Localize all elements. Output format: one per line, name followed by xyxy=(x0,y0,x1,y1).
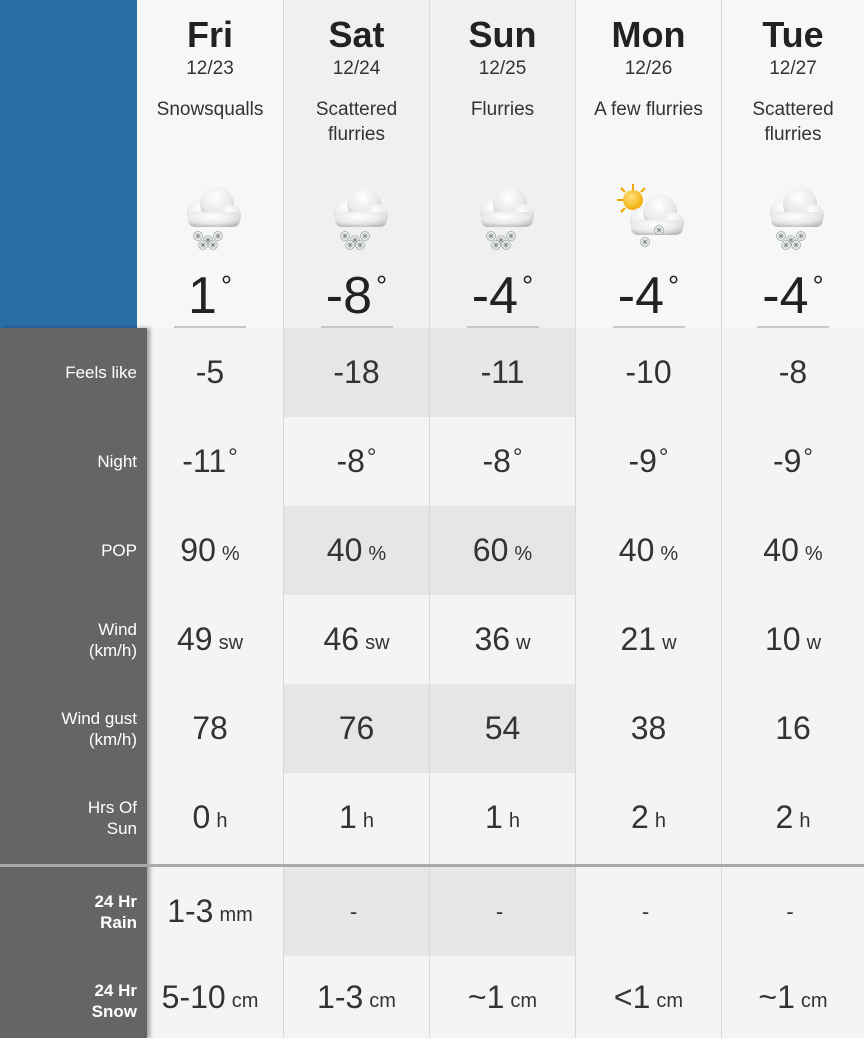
day-date: 12/24 xyxy=(332,58,381,79)
night-temp-value: -8 ° xyxy=(284,417,429,506)
label-24hr-snow: 24 Hr Snow xyxy=(91,980,137,1021)
day-column-sat xyxy=(283,0,429,1038)
snow-24hr-value: 1-3 cm xyxy=(284,956,429,1038)
day-column-sun xyxy=(429,0,575,1038)
snow-cloud-icon xyxy=(172,178,248,254)
pop-value: 40 % xyxy=(576,506,721,595)
feels-like-value: -5 xyxy=(137,328,283,417)
high-temperature: -4 ° xyxy=(471,267,534,325)
day-name: Tue xyxy=(762,14,824,55)
high-temperature: -8 ° xyxy=(325,267,388,325)
wind-gust-value: 78 xyxy=(137,684,283,773)
brand-color-block xyxy=(0,0,137,328)
hours-of-sun-value: 2 h xyxy=(576,773,721,862)
hours-of-sun-value: 2 h xyxy=(722,773,864,862)
label-pop: POP xyxy=(101,541,137,560)
wind-gust-value: 16 xyxy=(722,684,864,773)
snow-cloud-icon xyxy=(319,178,395,254)
pop-value: 60 % xyxy=(430,506,575,595)
condition-text: A few flurries xyxy=(594,99,703,120)
rain-24hr-value: - xyxy=(284,867,429,956)
condition-text: Flurries xyxy=(470,99,535,120)
night-temp-value: -9 ° xyxy=(722,417,864,506)
snow-24hr-value: ~1 cm xyxy=(722,956,864,1038)
label-hours-of-sun: Hrs Of Sun xyxy=(87,797,137,838)
day-header xyxy=(430,0,575,328)
hours-of-sun-value: 1 h xyxy=(430,773,575,862)
rain-24hr-value: - xyxy=(430,867,575,956)
feels-like-value: -11 xyxy=(430,328,575,417)
feels-like-value: -8 xyxy=(722,328,864,417)
pop-value: 90 % xyxy=(137,506,283,595)
snow-24hr-value: ~1 cm xyxy=(430,956,575,1038)
wind-gust-value: 38 xyxy=(576,684,721,773)
day-header xyxy=(137,0,283,328)
day-name: Fri xyxy=(186,14,233,55)
day-header xyxy=(284,0,429,328)
label-night: Night xyxy=(97,452,137,471)
snow-cloud-icon xyxy=(465,178,541,254)
section-divider xyxy=(0,864,864,867)
rain-24hr-value: 1-3 mm xyxy=(137,867,283,956)
day-date: 12/23 xyxy=(186,58,234,79)
sun-cloud-snow-icon xyxy=(611,178,687,254)
snow-24hr-value: 5-10 cm xyxy=(137,956,283,1038)
wind-value: 49 sw xyxy=(137,595,283,684)
condition-text: Scattered flurries xyxy=(752,99,834,145)
day-column-mon xyxy=(575,0,721,1038)
night-temp-value: -8 ° xyxy=(430,417,575,506)
day-date: 12/27 xyxy=(769,58,817,79)
day-name: Sun xyxy=(468,14,537,55)
pop-value: 40 % xyxy=(284,506,429,595)
day-date: 12/25 xyxy=(478,58,527,79)
label-feels-like: Feels like xyxy=(65,363,137,382)
wind-value: 36 w xyxy=(430,595,575,684)
condition-text: Scattered flurries xyxy=(315,99,398,145)
high-temperature: -4 ° xyxy=(617,267,680,325)
day-column-fri xyxy=(137,0,283,1038)
snow-24hr-value: <1 cm xyxy=(576,956,721,1038)
day-header xyxy=(576,0,721,328)
day-date: 12/26 xyxy=(624,58,673,79)
feels-like-value: -10 xyxy=(576,328,721,417)
wind-gust-value: 54 xyxy=(430,684,575,773)
condition-text: Snowsqualls xyxy=(156,99,264,120)
snow-cloud-icon xyxy=(755,178,831,254)
wind-value: 10 w xyxy=(722,595,864,684)
hours-of-sun-value: 1 h xyxy=(284,773,429,862)
day-name: Sat xyxy=(328,14,385,55)
hours-of-sun-value: 0 h xyxy=(137,773,283,862)
rain-24hr-value: - xyxy=(576,867,721,956)
high-temperature: -4 ° xyxy=(762,267,824,325)
wind-value: 46 sw xyxy=(284,595,429,684)
label-wind-gust: Wind gust (km/h) xyxy=(61,708,137,749)
feels-like-value: -18 xyxy=(284,328,429,417)
row-labels-column xyxy=(0,328,147,1038)
night-temp-value: -9 ° xyxy=(576,417,721,506)
label-24hr-rain: 24 Hr Rain xyxy=(94,891,137,932)
wind-value: 21 w xyxy=(576,595,721,684)
day-header xyxy=(722,0,864,328)
label-wind: Wind (km/h) xyxy=(88,619,137,660)
day-name: Mon xyxy=(611,14,686,55)
wind-gust-value: 76 xyxy=(284,684,429,773)
high-temperature: 1 ° xyxy=(187,267,233,325)
night-temp-value: -11 ° xyxy=(137,417,283,506)
day-column-tue xyxy=(721,0,864,1038)
rain-24hr-value: - xyxy=(722,867,864,956)
pop-value: 40 % xyxy=(722,506,864,595)
